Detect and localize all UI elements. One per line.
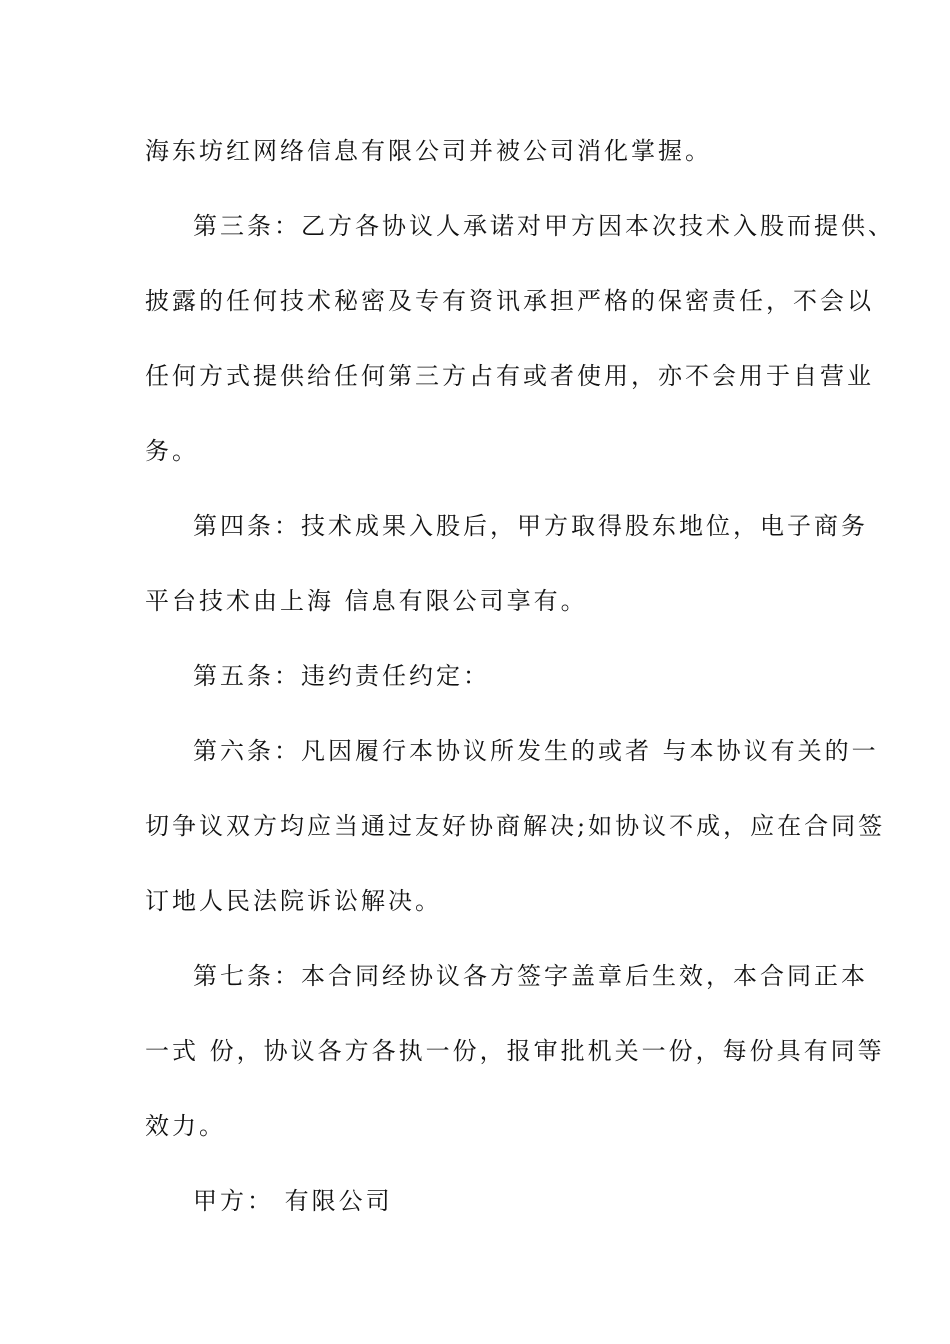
- text-line: 第六条：凡因履行本协议所发生的或者 与本协议有关的一: [193, 737, 879, 765]
- text-line: 任何方式提供给任何第三方占有或者使用，亦不会用于自营业: [145, 362, 874, 390]
- text-line: 第五条：违约责任约定：: [193, 662, 490, 690]
- text-line: 第四条：技术成果入股后，甲方取得股东地位，电子商务: [193, 512, 868, 540]
- text-line: 切争议双方均应当通过友好协商解决;如协议不成，应在合同签: [145, 812, 886, 840]
- text-line: 海东坊红网络信息有限公司并被公司消化掌握。: [145, 137, 712, 165]
- text-line: 一式 份，协议各方各执一份，报审批机关一份，每份具有同等: [145, 1037, 885, 1065]
- text-line: 订地人民法院诉讼解决。: [145, 887, 442, 915]
- text-line: 平台技术由上海 信息有限公司享有。: [145, 587, 588, 615]
- document-body: [145, 128, 895, 1253]
- text-line: 务。: [145, 437, 199, 465]
- text-line: 第三条：乙方各协议人承诺对甲方因本次技术入股而提供、: [193, 212, 895, 240]
- text-line: 披露的任何技术秘密及专有资讯承担严格的保密责任，不会以: [145, 287, 874, 315]
- text-line: 效力。: [145, 1112, 226, 1140]
- text-line: 甲方： 有限公司: [193, 1187, 393, 1215]
- text-line: 第七条：本合同经协议各方签字盖章后生效，本合同正本: [193, 962, 868, 990]
